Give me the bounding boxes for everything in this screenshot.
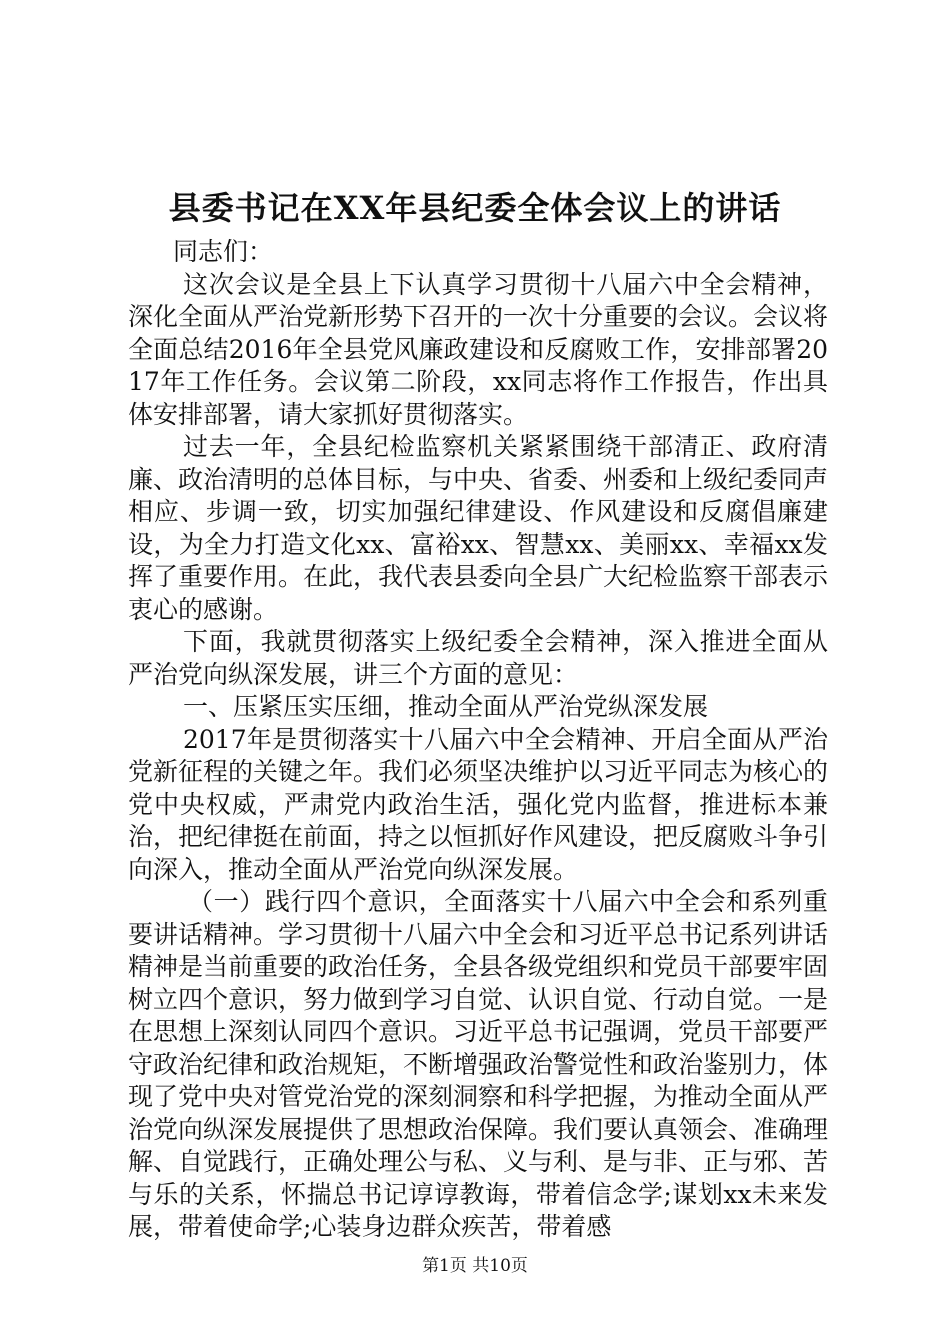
section-heading: 一、压紧压实压细，推动全面从严治党纵深发展: [183, 692, 709, 721]
document-body: [128, 236, 828, 1244]
body-paragraph: 过去一年，全县纪检监察机关紧紧围绕干部清正、政府清廉、政治清明的总体目标，与中央、省委、州委和上级纪委同声相应、步调一致，切实加强纪律建设、作风建设和反腐倡廉建设，为全力打造文化xx、富裕xx、智慧xx、美丽xx、幸福xx发挥了重要作用。在此，我代表县委向全县广大纪检监察干部表示衷心的感谢。: [128, 432, 829, 624]
body-paragraph: 这次会议是全县上下认真学习贯彻十八届六中全会精神，深化全面从严治党新形势下召开的一次十分重要的会议。会议将全面总结2016年全县党风廉政建设和反腐败工作，安排部署2017年工作任务。会议第二阶段，xx同志将作工作报告，作出具体安排部署，请大家抓好贯彻落实。: [128, 269, 829, 429]
body-paragraph: 下面，我就贯彻落实上级纪委全会精神，深入推进全面从严治党向纵深发展，讲三个方面的意见：: [128, 627, 828, 689]
body-paragraph: 2017年是贯彻落实十八届六中全会精神、开启全面从严治党新征程的关键之年。我们必须坚决维护以习近平同志为核心的党中央权威，严肃党内政治生活，强化党内监督，推进标本兼治，把纪律挺在前面，持之以恒抓好作风建设，把反腐败斗争引向深入，推动全面从严治党向纵深发展。: [128, 724, 829, 884]
document-title: 县委书记在XX年县纪委全体会议上的讲话: [168, 189, 782, 227]
page-number-footer: 第1页 共10页: [422, 1256, 528, 1276]
salutation-paragraph: 同志们：: [173, 237, 274, 266]
subsection-paragraph: （一）践行四个意识，全面落实十八届六中全会和系列重要讲话精神。学习贯彻十八届六中全会和习近平总书记系列讲话精神是当前重要的政治任务，全县各级党组织和党员干部要牢固树立四个意识，努力做到学习自觉、认识自觉、行动自觉。一是在思想上深刻认同四个意识。习近平总书记强调，党员干部要严守政治纪律和政治规矩，不断增强政治警觉性和政治鉴别力，体现了党中央对管党治党的深刻洞察和科学把握，为推动全面从严治党向纵深发展提供了思想政治保障。我们要认真领会、准确理解、自觉践行，正确处理公与私、义与利、是与非、正与邪、苦与乐的关系，怀揣总书记谆谆教诲，带着信念学;谋划xx未来发展，带着使命学;心装身边群众疾苦，带着感: [128, 887, 829, 1241]
